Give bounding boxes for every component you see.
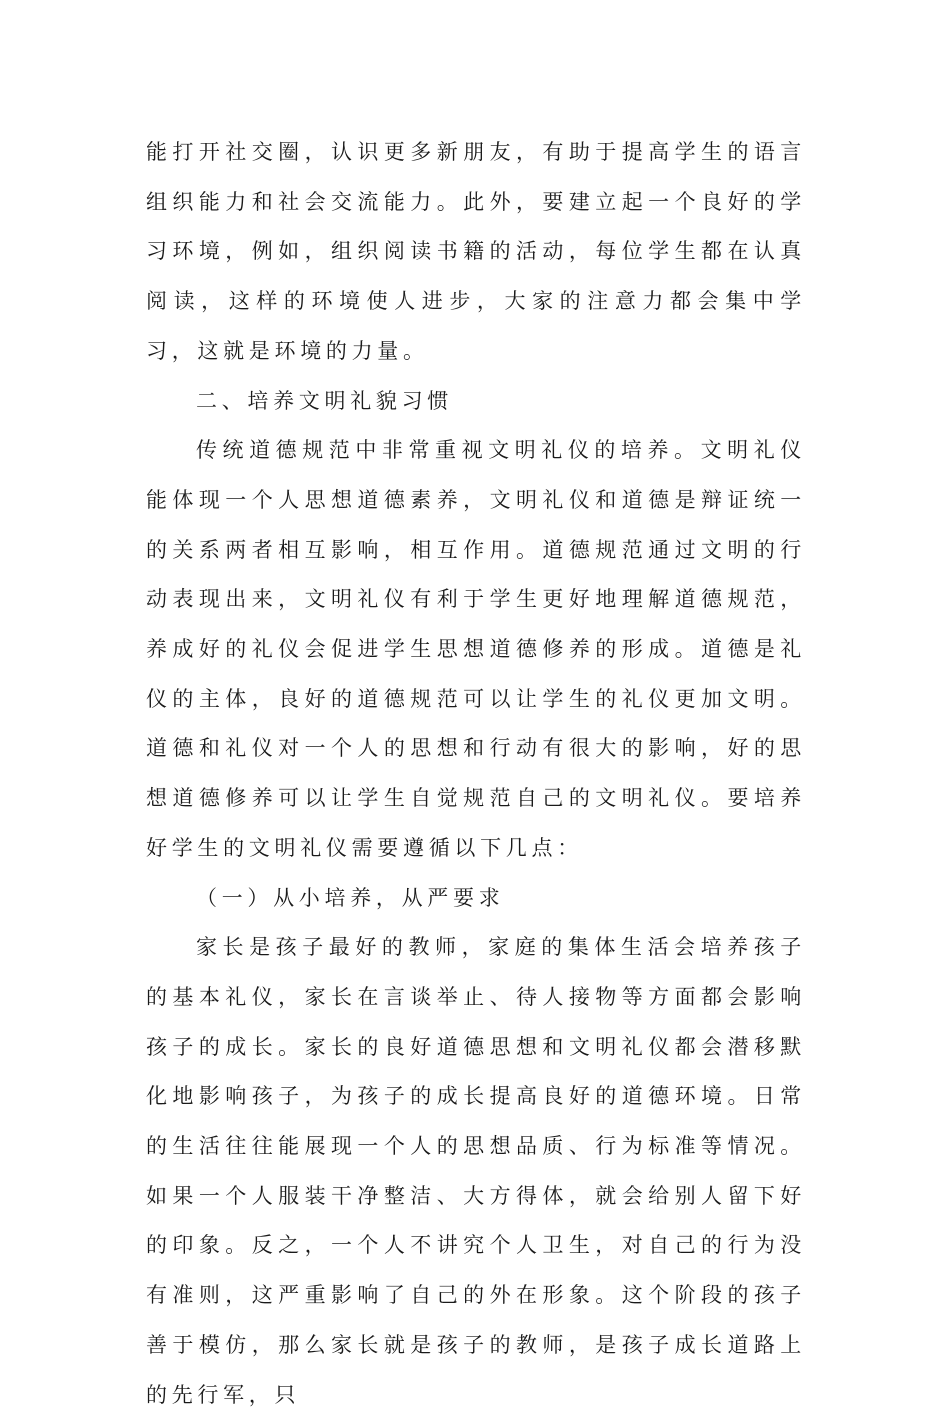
subsection-heading: （一）从小培养，从严要求 [196, 885, 505, 910]
body-paragraph-1: 能打开社交圈，认识更多新朋友，有助于提高学生的语言组织能力和社会交流能力。此外，要建立起一个良好的学习环境，例如，组织阅读书籍的活动，每位学生都在认真阅读，这样的环境使人进步，大家的注意力都会集中学习，这就是环境的力量。 [146, 140, 806, 363]
document-page [146, 128, 806, 1420]
section-heading: 二、培养文明礼貌习惯 [196, 388, 453, 413]
body-paragraph-2: 传统道德规范中非常重视文明礼仪的培养。文明礼仪能体现一个人思想道德素养，文明礼仪和道德是辩证统一的关系两者相互影响，相互作用。道德规范通过文明的行动表现出来，文明礼仪有利于学生更好地理解道德规范，养成好的礼仪会促进学生思想道德修养的形成。道德是礼仪的主体，良好的道德规范可以让学生的礼仪更加文明。道德和礼仪对一个人的思想和行动有很大的影响，好的思想道德修养可以让学生自觉规范自己的文明礼仪。要培养好学生的文明礼仪需要遵循以下几点： [146, 438, 806, 860]
body-paragraph-3: 家长是孩子最好的教师，家庭的集体生活会培养孩子的基本礼仪，家长在言谈举止、待人接物等方面都会影响孩子的成长。家长的良好道德思想和文明礼仪都会潜移默化地影响孩子，为孩子的成长提高良好的道德环境。日常的生活往往能展现一个人的思想品质、行为标准等情况。如果一个人服装干净整洁、大方得体，就会给别人留下好的印象。反之，一个人不讲究个人卫生，对自己的行为没有准则，这严重影响了自己的外在形象。这个阶段的孩子善于模仿，那么家长就是孩子的教师，是孩子成长道路上的先行军，只 [146, 935, 806, 1407]
